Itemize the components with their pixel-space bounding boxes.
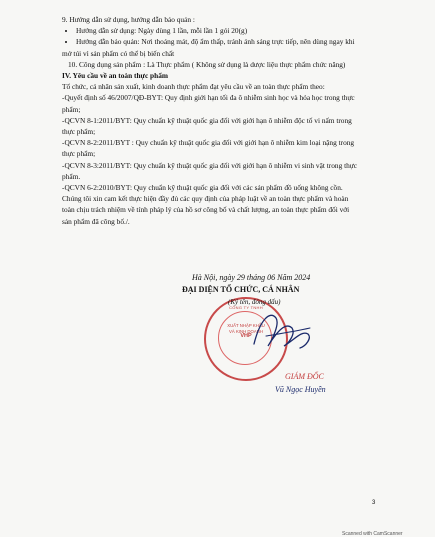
regulation-3-cont: thực phẩm;: [62, 149, 96, 159]
handwritten-signature: [248, 300, 318, 358]
section-9-heading: 9. Hướng dẫn sử dụng, hướng dẫn bảo quản :: [62, 15, 195, 24]
regulation-3: -QCVN 8-2:2011/BYT : Quy chuẩn kỹ thuật quốc gia đối với giới hạn ô nhiễm kim loại nặng trong: [62, 138, 355, 148]
storage-instruction: • Hướng dẫn bảo quản: Nơi thoáng mát, độ ẩm thấp, tránh ánh sáng trực tiếp, nên dùng ngay khi: [76, 36, 384, 47]
signer-name: Vũ Ngọc Huyền: [275, 385, 326, 394]
regulation-1-cont: phẩm;: [62, 104, 81, 114]
signature-org: ĐẠI DIỆN TỔ CHỨC, CÁ NHÂN: [182, 285, 300, 294]
page-number: 3: [372, 500, 376, 506]
usage-instruction: • Hướng dẫn sử dụng: Ngày dùng 1 lần, mỗi lần 1 gói 20(g): [76, 25, 384, 36]
document-body: [62, 14, 384, 227]
regulation-2: -QCVN 8-1:2011/BYT: Quy chuẩn kỹ thuật quốc gia đối với giới hạn ô nhiễm độc tố vi nấm trong: [62, 115, 352, 125]
regulation-4-cont: phẩm.: [62, 171, 81, 181]
commitment-2: toàn chịu trách nhiệm về tính pháp lý của hồ sơ công bố và chất lượng, an toàn thực phẩm đối với: [62, 205, 350, 215]
regulation-5: -QCVN 6-2:2010/BYT: Quy chuẩn kỹ thuật quốc gia đối với các sản phẩm đồ uống không cồn.: [62, 183, 343, 193]
stamp-brand: VHP: [240, 333, 252, 340]
section-4-heading: IV. Yêu cầu về an toàn thực phẩm: [62, 71, 169, 81]
section-4-intro: Tổ chức, cá nhân sản xuất, kinh doanh thực phẩm đạt yêu cầu về an toàn thực phẩm theo:: [62, 82, 325, 92]
signer-title: GIÁM ĐỐC: [285, 372, 324, 381]
commitment-3: sản phẩm đã công bố./.: [62, 216, 130, 226]
scanner-watermark: Scanned with CamScanner: [342, 531, 403, 537]
stamp-ring-text: CÔNG TY TNHH: [229, 305, 263, 310]
regulation-4: -QCVN 8-3:2011/BYT: Quy chuẩn kỹ thuật quốc gia đối với giới hạn ô nhiễm vi sinh vật trong thực: [62, 160, 358, 170]
regulation-2-cont: thực phẩm;: [62, 127, 96, 137]
section-9-list: [62, 25, 384, 47]
signature-date: Hà Nội, ngày 29 tháng 06 Năm 2024: [192, 273, 311, 282]
regulation-1: -Quyết định số 46/2007/QĐ-BYT: Quy định giới hạn tối đa ô nhiễm sinh học và hóa học trong thực: [62, 93, 355, 103]
stamp-line-1: XUẤT NHẬP KHẨU: [227, 323, 265, 328]
commitment-1: Chúng tôi xin cam kết thực hiện đầy đủ các quy định của pháp luật về an toàn thực phẩm và hoàn: [62, 194, 349, 204]
storage-instruction-cont: mở túi vì sản phẩm có thể bị biến chất: [62, 48, 175, 58]
signature-note: (Ký tên, đóng dấu): [228, 298, 281, 306]
stamp-line-2: VÀ KINH DOANH: [229, 328, 263, 334]
section-10: 10. Công dụng sản phẩm : Là Thực phẩm ( Không sử dụng là dược liệu thực phẩm chức năng): [68, 59, 346, 69]
